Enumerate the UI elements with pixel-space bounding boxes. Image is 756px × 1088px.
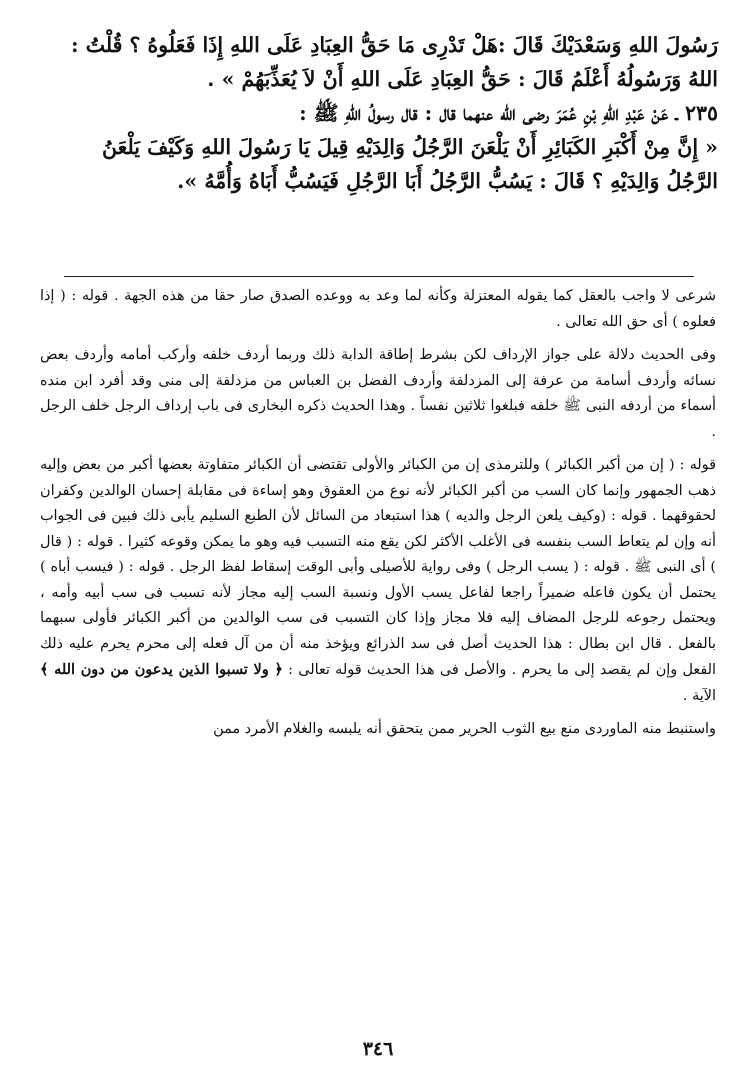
commentary-paragraph-4: واستنبط منه الماوردى منع بيع الثوب الحرير ممن يتحقق أنه يلبسه والغلام الأمرد ممن	[213, 721, 716, 737]
commentary-paragraph-1: شرعى لا واجب بالعقل كما يقوله المعتزلة وكأنه لما وعد به ووعده الصدق صار حقا من هذه الجهة . قوله : ( إذا فعلوه ) أى حق الله تعالى .	[40, 288, 716, 330]
hadith-235-line-3: الرَّجُلُ وَالِدَيْهِ ؟ قَالَ : يَسُبُّ الرَّجُلُ أَبَا الرَّجُلِ فَيَسُبُّ أَبَاهُ وَأُمَّهُ ».	[177, 169, 718, 193]
commentary-paragraph-3-body: قوله : ( إن من أكبر الكبائر ) وللترمذى إن من الكبائر والأولى تقتضى أن الكبائر متفاوتة بعضها أكبر من بعض وإليه ذهب الجمهور وإنما كان السب من أكبر الكبائر لأنه نوع من العقوق وهو إساءة فى مقابلة إحسان الوالدين وكفران لحقوقهما . قوله : (وكيف يلعن الرجل والديه ) هذا استبعاد من السائل لأن الطبع السليم يأبى ذلك فبين فى الجواب أنه وإن لم يتعاط السب بنفسه فى الأغلب الأكثر لكن يقع منه التسبب فيه وهو ما يمكن وقوعه كثيرا . قوله : ( قال ) أى النبى ﷺ . قوله : ( يسب الرجل ) وفى رواية للأصيلى وأبى الوقت إسقاط لفظ الرجل . قوله : ( فيسب أباه ) يحتمل أن يكون فاعله ضميراً راجعا لفاعل يسب الأول ونسبة السب إليه مجاز لأنه تسبب فى سب أبيه وأمه ، ويحتمل رجوعه للرجل المضاف إليه فلا مجاز وإذا كان التسبب فى سب الوالدين من أكبر الكبائر فأولى سبهما بالفعل . قال ابن بطال : هذا الحديث أصل فى سد الذرائع ويؤخذ منه أن من آل فعله إلى محرم يحرم عليه ذلك الفعل وإن لم يقصد إلى ما يحرم . والأصل فى هذا الحديث قوله تعالى :	[40, 457, 716, 678]
hadith-235-line-2: « إِنَّ مِنْ أَكْبَرِ الكَبَائِرِ أَنْ يَلْعَنَ الرَّجُلُ وَالِدَيْهِ قِيلَ يَا رَسُولَ اللهِ وَكَيْفَ يَلْعَنُ	[101, 135, 718, 159]
page-number: ٣٤٦	[362, 1038, 394, 1060]
commentary-paragraph-3	[40, 453, 716, 709]
commentary-paragraph-3-end: الآية .	[682, 687, 716, 704]
hadith-main-text	[38, 28, 718, 198]
hadith-235-line-1: ٢٣٥ ـ عَنْ عَبْدِ اللهِ بْنِ عُمَرَ رضى الله عنهما قال : قال رسولُ اللهِ ﷺ :	[299, 101, 718, 125]
commentary-paragraph-2: وفى الحديث دلالة على جواز الإرداف لكن بشرط إطاقة الدابة ذلك وربما أردف خلفه وأركب أمامه وأردف بعض نسائه وأردف أسامة من عرفة إلى المزدلفة وأردف الفضل بن العباس من مزدلفة إلى منى وقد أفرد ابن منده أسماء من أردفه النبى ﷺ خلفه فبلغوا ثلاثين نفساً . وهذا الحديث ذكره البخارى فى باب إرداف الرجل خلف الرجل .	[40, 347, 716, 440]
quran-quote: ﴿ ولا تسبوا الذين يدعون من دون الله ﴾	[40, 661, 283, 678]
main-text-line-2: اللهُ وَرَسُولُهُ أَعْلَمُ قَالَ : حَقُّ العِبَادِ عَلَى اللهِ أَنْ لاَ يُعَذِّبَهُمْ » .	[207, 67, 718, 91]
footnote-divider	[64, 276, 694, 277]
main-text-line-1: رَسُولَ اللهِ وَسَعْدَيْكَ قَالَ :هَلْ تَدْرِى مَا حَقُّ العِبَادِ عَلَى اللهِ إِذَا فَعَلُوهُ ؟ قُلْتُ :	[70, 33, 718, 57]
commentary-text	[40, 284, 716, 751]
